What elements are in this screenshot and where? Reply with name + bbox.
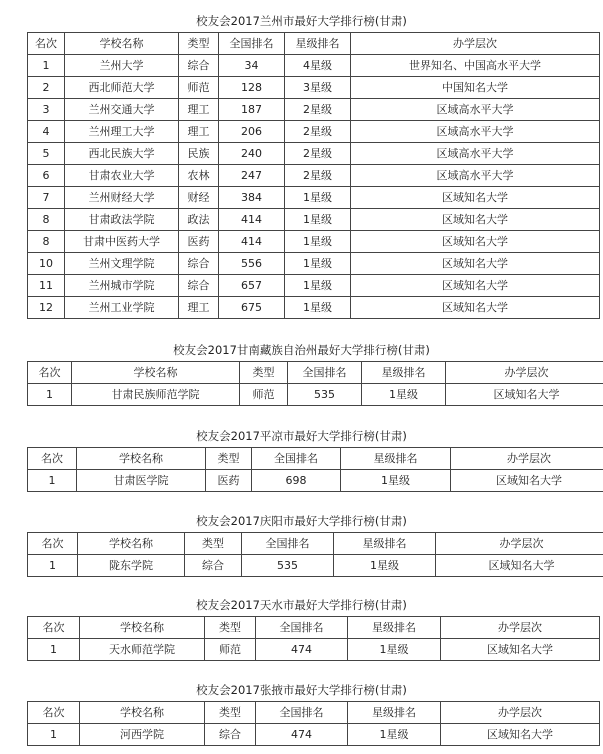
- table-cell: 1星级: [362, 384, 446, 406]
- table-row: [28, 470, 603, 492]
- header-cell: 星级排名: [341, 448, 451, 470]
- header-cell: 学校名称: [65, 33, 179, 55]
- table-row: [28, 143, 600, 165]
- header-cell: 名次: [28, 533, 78, 555]
- header-cell: 星级排名: [348, 617, 441, 639]
- header-cell: 办学层次: [446, 362, 603, 384]
- table-cell: 师范: [240, 384, 288, 406]
- table-row: [28, 384, 603, 406]
- table-cell: 政法: [179, 209, 219, 231]
- table-row: [28, 77, 600, 99]
- table-row: [28, 231, 600, 253]
- table-cell: 农林: [179, 165, 219, 187]
- table-cell: 414: [219, 231, 285, 253]
- table-cell: 1星级: [285, 187, 351, 209]
- table-cell: 8: [28, 231, 65, 253]
- table-cell: 医药: [206, 470, 252, 492]
- table-cell: 1星级: [341, 470, 451, 492]
- table-row: [28, 253, 600, 275]
- table-row: [28, 187, 600, 209]
- table-cell: 区域知名大学: [446, 384, 603, 406]
- table-cell: 区域知名大学: [351, 275, 600, 297]
- table-title: 校友会2017平凉市最好大学排行榜(甘肃): [196, 429, 407, 443]
- header-cell: 名次: [28, 362, 72, 384]
- ranking-table: [27, 32, 600, 319]
- header-cell: 星级排名: [362, 362, 446, 384]
- table-cell: 3星级: [285, 77, 351, 99]
- ranking-table: [27, 532, 603, 577]
- table-cell: 657: [219, 275, 285, 297]
- table-cell: 甘肃中医药大学: [65, 231, 179, 253]
- header-row: [28, 448, 603, 470]
- table-cell: 陇东学院: [78, 555, 185, 577]
- table-cell: 理工: [179, 99, 219, 121]
- header-cell: 全国排名: [219, 33, 285, 55]
- table-cell: 1星级: [334, 555, 436, 577]
- header-row: [28, 702, 600, 724]
- header-row: [28, 533, 603, 555]
- table-cell: 535: [242, 555, 334, 577]
- header-cell: 名次: [28, 702, 80, 724]
- table-cell: 甘肃民族师范学院: [72, 384, 240, 406]
- table-cell: 综合: [179, 275, 219, 297]
- table-cell: 1: [28, 384, 72, 406]
- header-cell: 名次: [28, 33, 65, 55]
- table-cell: 384: [219, 187, 285, 209]
- table-cell: 6: [28, 165, 65, 187]
- table-cell: 556: [219, 253, 285, 275]
- table-cell: 1星级: [285, 275, 351, 297]
- table-row: [28, 724, 600, 746]
- table-cell: 西北师范大学: [65, 77, 179, 99]
- header-cell: 全国排名: [242, 533, 334, 555]
- table-cell: 1: [28, 55, 65, 77]
- table-cell: 10: [28, 253, 65, 275]
- header-cell: 学校名称: [77, 448, 206, 470]
- table-cell: 1星级: [285, 209, 351, 231]
- table-cell: 2星级: [285, 121, 351, 143]
- table-cell: 区域高水平大学: [351, 143, 600, 165]
- header-cell: 名次: [28, 617, 80, 639]
- table-cell: 河西学院: [80, 724, 205, 746]
- table-cell: 1: [28, 555, 78, 577]
- header-row: [28, 362, 603, 384]
- table-cell: 理工: [179, 297, 219, 319]
- table-cell: 区域知名大学: [351, 231, 600, 253]
- header-cell: 全国排名: [256, 617, 348, 639]
- table-row: [28, 639, 600, 661]
- header-row: [28, 33, 600, 55]
- table-title: 校友会2017张掖市最好大学排行榜(甘肃): [196, 683, 407, 697]
- table-cell: 区域知名大学: [441, 724, 600, 746]
- table-cell: 区域高水平大学: [351, 121, 600, 143]
- table-cell: 206: [219, 121, 285, 143]
- table-cell: 民族: [179, 143, 219, 165]
- table-row: [28, 555, 603, 577]
- table-cell: 区域知名大学: [451, 470, 603, 492]
- table-cell: 甘肃医学院: [77, 470, 206, 492]
- table-cell: 247: [219, 165, 285, 187]
- table-cell: 兰州财经大学: [65, 187, 179, 209]
- table-cell: 187: [219, 99, 285, 121]
- header-cell: 办学层次: [351, 33, 600, 55]
- table-row: [28, 297, 600, 319]
- table-title: 校友会2017甘南藏族自治州最好大学排行榜(甘肃): [173, 343, 430, 357]
- table-cell: 医药: [179, 231, 219, 253]
- table-row: [28, 165, 600, 187]
- table-cell: 34: [219, 55, 285, 77]
- table-cell: 兰州理工大学: [65, 121, 179, 143]
- table-cell: 师范: [179, 77, 219, 99]
- header-cell: 名次: [28, 448, 77, 470]
- table-cell: 区域高水平大学: [351, 165, 600, 187]
- table-cell: 甘肃农业大学: [65, 165, 179, 187]
- header-cell: 全国排名: [252, 448, 341, 470]
- table-cell: 2星级: [285, 143, 351, 165]
- table-cell: 兰州文理学院: [65, 253, 179, 275]
- table-cell: 3: [28, 99, 65, 121]
- table-cell: 240: [219, 143, 285, 165]
- table-cell: 2星级: [285, 99, 351, 121]
- header-cell: 星级排名: [334, 533, 436, 555]
- table-cell: 128: [219, 77, 285, 99]
- header-cell: 类型: [179, 33, 219, 55]
- header-cell: 类型: [185, 533, 242, 555]
- table-cell: 1星级: [285, 253, 351, 275]
- table-cell: 财经: [179, 187, 219, 209]
- header-cell: 办学层次: [451, 448, 603, 470]
- ranking-table: [27, 701, 600, 746]
- table-cell: 8: [28, 209, 65, 231]
- table-cell: 4: [28, 121, 65, 143]
- table-cell: 西北民族大学: [65, 143, 179, 165]
- table-cell: 兰州交通大学: [65, 99, 179, 121]
- table-cell: 675: [219, 297, 285, 319]
- table-cell: 兰州工业学院: [65, 297, 179, 319]
- table-cell: 474: [256, 639, 348, 661]
- table-cell: 414: [219, 209, 285, 231]
- table-row: [28, 121, 600, 143]
- table-cell: 11: [28, 275, 65, 297]
- header-cell: 类型: [205, 617, 256, 639]
- table-cell: 综合: [179, 253, 219, 275]
- header-cell: 办学层次: [436, 533, 603, 555]
- table-cell: 1星级: [285, 297, 351, 319]
- table-cell: 综合: [205, 724, 256, 746]
- table-cell: 区域知名大学: [441, 639, 600, 661]
- header-cell: 全国排名: [288, 362, 362, 384]
- header-cell: 星级排名: [285, 33, 351, 55]
- table-row: [28, 275, 600, 297]
- table-title: 校友会2017天水市最好大学排行榜(甘肃): [196, 598, 407, 612]
- header-cell: 办学层次: [441, 702, 600, 724]
- table-cell: 甘肃政法学院: [65, 209, 179, 231]
- table-cell: 兰州城市学院: [65, 275, 179, 297]
- ranking-table: [27, 616, 600, 661]
- table-row: [28, 99, 600, 121]
- header-cell: 类型: [205, 702, 256, 724]
- table-cell: 5: [28, 143, 65, 165]
- table-cell: 师范: [205, 639, 256, 661]
- table-cell: 7: [28, 187, 65, 209]
- table-cell: 中国知名大学: [351, 77, 600, 99]
- table-row: [28, 55, 600, 77]
- table-cell: 区域知名大学: [351, 297, 600, 319]
- header-cell: 星级排名: [348, 702, 441, 724]
- header-row: [28, 617, 600, 639]
- table-cell: 区域知名大学: [351, 187, 600, 209]
- table-cell: 12: [28, 297, 65, 319]
- table-cell: 1: [28, 724, 80, 746]
- table-cell: 区域知名大学: [351, 253, 600, 275]
- table-cell: 综合: [179, 55, 219, 77]
- table-cell: 1: [28, 470, 77, 492]
- table-cell: 1星级: [348, 724, 441, 746]
- table-cell: 区域知名大学: [351, 209, 600, 231]
- table-cell: 综合: [185, 555, 242, 577]
- table-cell: 4星级: [285, 55, 351, 77]
- header-cell: 类型: [240, 362, 288, 384]
- header-cell: 学校名称: [72, 362, 240, 384]
- table-cell: 474: [256, 724, 348, 746]
- header-cell: 办学层次: [441, 617, 600, 639]
- table-cell: 1: [28, 639, 80, 661]
- table-cell: 兰州大学: [65, 55, 179, 77]
- table-cell: 698: [252, 470, 341, 492]
- table-cell: 2星级: [285, 165, 351, 187]
- header-cell: 全国排名: [256, 702, 348, 724]
- table-cell: 区域高水平大学: [351, 99, 600, 121]
- table-title: 校友会2017庆阳市最好大学排行榜(甘肃): [196, 514, 407, 528]
- table-cell: 世界知名、中国高水平大学: [351, 55, 600, 77]
- ranking-table: [27, 361, 603, 406]
- table-cell: 1星级: [348, 639, 441, 661]
- ranking-table: [27, 447, 603, 492]
- table-cell: 区域知名大学: [436, 555, 603, 577]
- header-cell: 学校名称: [80, 617, 205, 639]
- table-title: 校友会2017兰州市最好大学排行榜(甘肃): [196, 14, 407, 28]
- header-cell: 学校名称: [78, 533, 185, 555]
- table-cell: 理工: [179, 121, 219, 143]
- table-cell: 2: [28, 77, 65, 99]
- table-row: [28, 209, 600, 231]
- table-cell: 1星级: [285, 231, 351, 253]
- table-cell: 天水师范学院: [80, 639, 205, 661]
- header-cell: 学校名称: [80, 702, 205, 724]
- header-cell: 类型: [206, 448, 252, 470]
- table-cell: 535: [288, 384, 362, 406]
